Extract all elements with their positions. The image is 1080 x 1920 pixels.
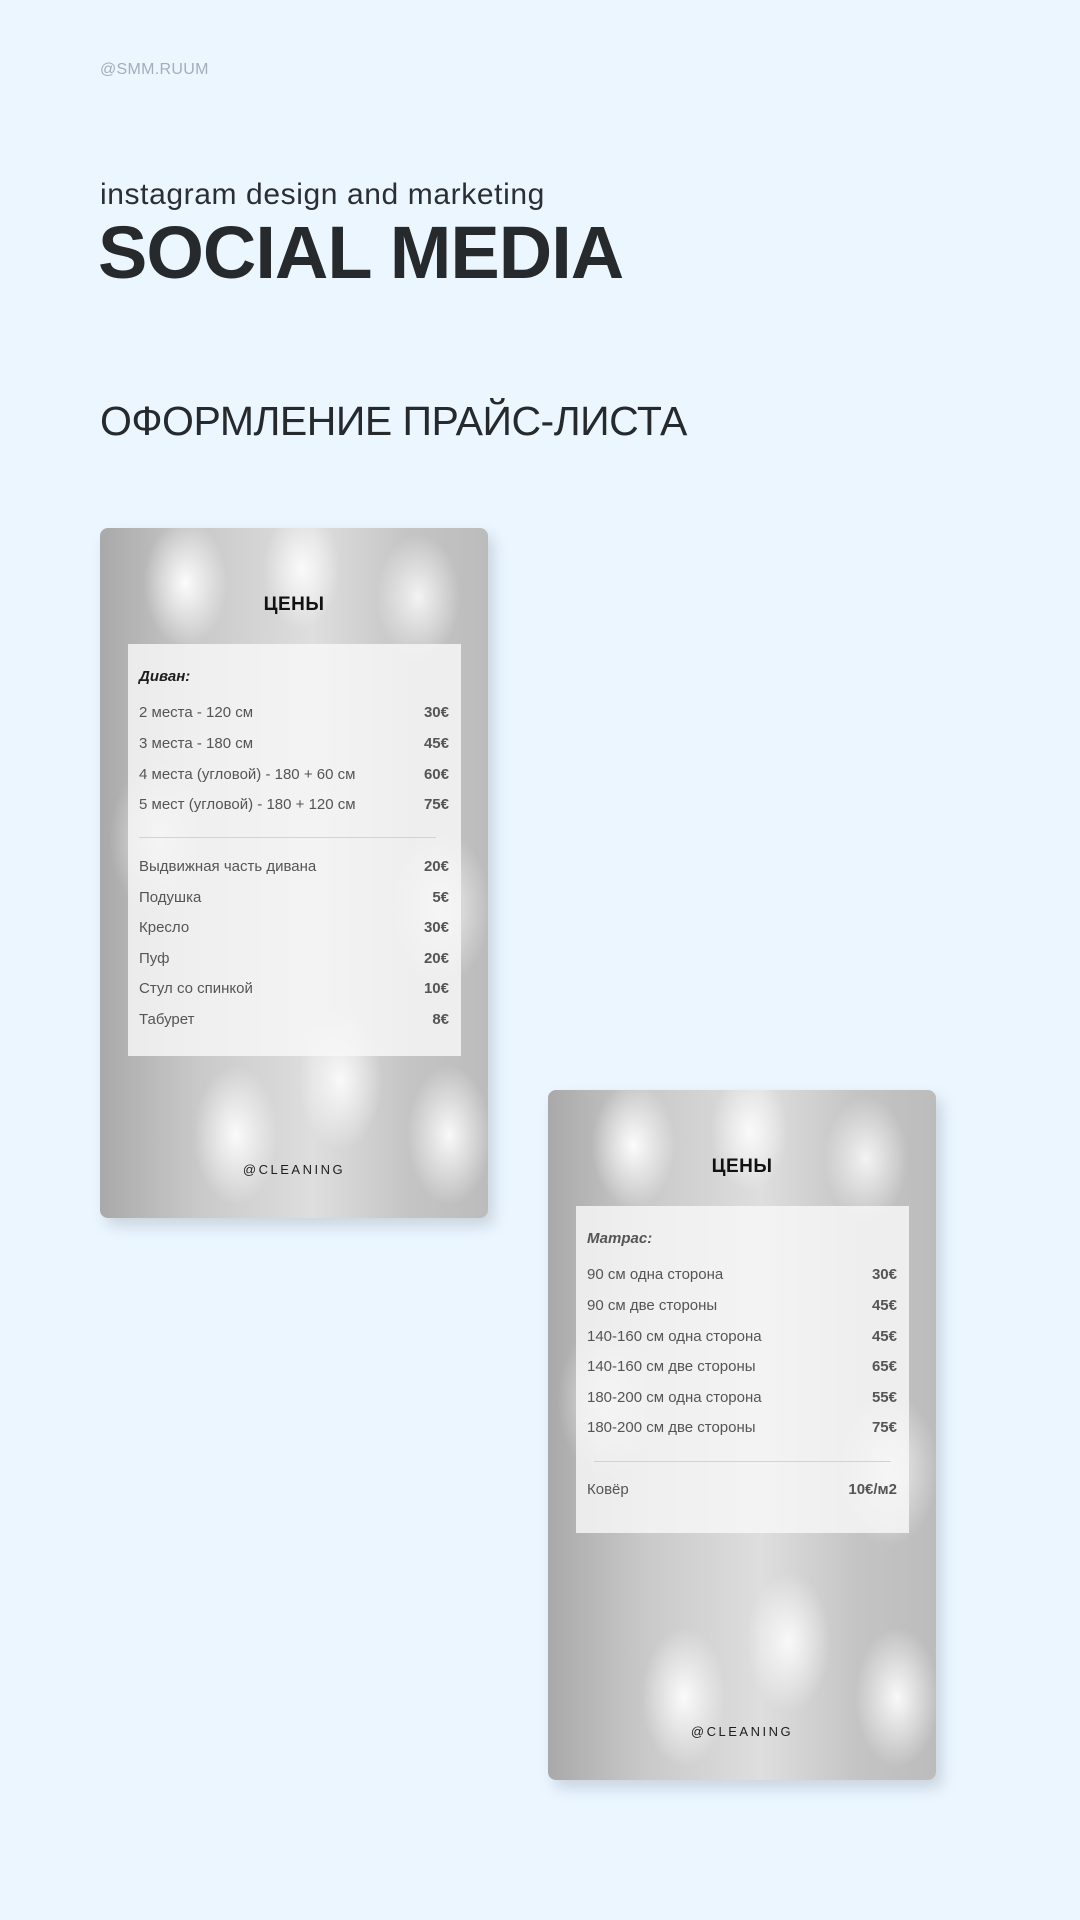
price-row: [587, 1481, 897, 1503]
price-row: [587, 1358, 897, 1380]
price-row-label: 180-200 см одна сторона: [587, 1389, 762, 1406]
price-card-mattress: [548, 1090, 936, 1780]
price-row-value: 60€: [423, 766, 449, 783]
price-row-label: 2 места - 120 см: [139, 704, 254, 721]
price-row: [139, 1011, 449, 1033]
price-panel: [128, 644, 461, 1056]
price-row-label: Ковёр: [587, 1481, 629, 1498]
price-row: [587, 1328, 897, 1350]
price-row-value: 30€: [871, 1266, 897, 1283]
price-row-value: 45€: [871, 1328, 897, 1345]
card-footer-handle: @CLEANING: [690, 1724, 794, 1739]
price-card-sofa: [100, 528, 488, 1218]
price-row: [139, 796, 449, 818]
price-row-label: Кресло: [139, 919, 190, 936]
price-row: [587, 1419, 897, 1441]
section-title: ОФОРМЛЕНИЕ ПРАЙС-ЛИСТА: [100, 398, 687, 444]
price-row-label: Табурет: [139, 1011, 195, 1028]
price-row-label: 140-160 см две стороны: [587, 1358, 756, 1375]
card-heading: ЦЕНЫ: [711, 1156, 773, 1177]
price-row-value: 75€: [423, 796, 449, 813]
price-row-value: 8€: [432, 1011, 449, 1028]
account-handle: @SMM.RUUM: [100, 61, 209, 78]
price-row: [139, 889, 449, 911]
card-footer-handle: @CLEANING: [242, 1162, 346, 1177]
price-row-label: 90 см две стороны: [587, 1297, 718, 1314]
price-row: [139, 980, 449, 1002]
price-row-value: 30€: [423, 704, 449, 721]
price-row-value: 45€: [423, 735, 449, 752]
price-row-label: Подушка: [139, 889, 202, 906]
price-row-label: 180-200 см две стороны: [587, 1419, 756, 1436]
group-title: Матрас:: [587, 1230, 653, 1247]
price-row-value: 75€: [871, 1419, 897, 1436]
price-row-label: 5 мест (угловой) - 180 + 120 см: [139, 796, 356, 813]
price-row-label: Стул со спинкой: [139, 980, 253, 997]
card-heading: ЦЕНЫ: [263, 594, 325, 615]
price-row-value: 30€: [423, 919, 449, 936]
price-row: [139, 704, 449, 726]
price-row-label: 140-160 см одна сторона: [587, 1328, 762, 1345]
price-row: [139, 950, 449, 972]
price-row: [139, 735, 449, 757]
price-row-value: 45€: [871, 1297, 897, 1314]
price-row: [587, 1266, 897, 1288]
price-row-label: 4 места (угловой) - 180 + 60 см: [139, 766, 356, 783]
price-row: [139, 919, 449, 941]
price-row-label: Пуф: [139, 950, 170, 967]
price-row-value: 65€: [871, 1358, 897, 1375]
price-row-value: 20€: [423, 950, 449, 967]
price-row-value: 10€/м2: [848, 1481, 897, 1498]
page-subtitle: instagram design and marketing: [100, 178, 545, 211]
price-row: [587, 1389, 897, 1411]
price-row-label: Выдвижная часть дивана: [139, 858, 317, 875]
price-row-value: 10€: [423, 980, 449, 997]
divider: [139, 837, 436, 838]
price-row-value: 20€: [423, 858, 449, 875]
divider: [594, 1461, 891, 1462]
price-row: [587, 1297, 897, 1319]
page-title: SOCIAL MEDIA: [98, 211, 624, 294]
price-row: [139, 858, 449, 880]
group-title: Диван:: [139, 668, 191, 685]
price-row-label: 3 места - 180 см: [139, 735, 254, 752]
price-row-value: 55€: [871, 1389, 897, 1406]
price-row-value: 5€: [432, 889, 449, 906]
price-row-label: 90 см одна сторона: [587, 1266, 724, 1283]
price-row: [139, 766, 449, 788]
price-panel: [576, 1206, 909, 1533]
